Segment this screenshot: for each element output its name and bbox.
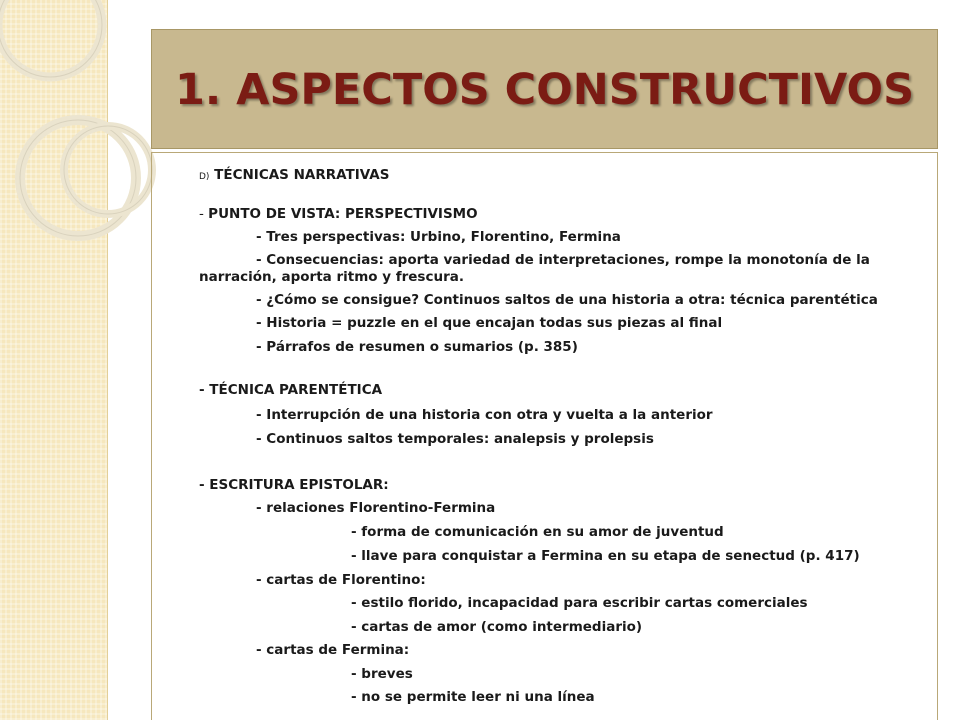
text-line: - PUNTO DE VISTA: PERSPECTIVISMO (199, 206, 478, 222)
text-line: - Interrupción de una historia con otra y vuelta a la anterior (256, 407, 713, 423)
text-line: - cartas de Fermina: (256, 642, 410, 658)
text-line: - llave para conquistar a Fermina en su etapa de senectud (p. 417) (351, 548, 860, 564)
title-banner (151, 29, 938, 149)
text-line: - cartas de Florentino: (256, 572, 426, 588)
text-line: narración, aporta ritmo y frescura. (199, 269, 464, 285)
text-line: - Historia = puzzle en el que encajan todas sus piezas al final (256, 315, 723, 331)
text-line: - Párrafos de resumen o sumarios (p. 385) (256, 339, 578, 355)
text-line: - TÉCNICA PARENTÉTICA (199, 382, 383, 398)
text-line: - breves (351, 666, 413, 682)
text-line: - ESCRITURA EPISTOLAR: (199, 477, 389, 493)
text-line: - forma de comunicación en su amor de juventud (351, 524, 724, 540)
slide-title: 1. ASPECTOS CONSTRUCTIVOS (174, 65, 915, 115)
text-line: - relaciones Florentino-Fermina (256, 500, 496, 516)
text-line: - Consecuencias: aporta variedad de interpretaciones, rompe la monotonía de la (256, 252, 870, 268)
text-line: - Continuos saltos temporales: analepsis y prolepsis (256, 431, 654, 447)
decorative-rings (0, 0, 160, 260)
section-title: TÉCNICAS NARRATIVAS (214, 167, 390, 183)
text-line: - cartas de amor (como intermediario) (351, 619, 643, 635)
section-heading (199, 167, 389, 185)
text-line: - ¿Cómo se consigue? Continuos saltos de una historia a otra: técnica parentética (256, 292, 878, 308)
text-line: - estilo florido, incapacidad para escribir cartas comerciales (351, 595, 808, 611)
text-line: - Tres perspectivas: Urbino, Florentino, Fermina (256, 229, 621, 245)
text-line: - no se permite leer ni una línea (351, 689, 595, 705)
section-prefix: D) (199, 172, 210, 182)
content-panel (151, 152, 938, 720)
